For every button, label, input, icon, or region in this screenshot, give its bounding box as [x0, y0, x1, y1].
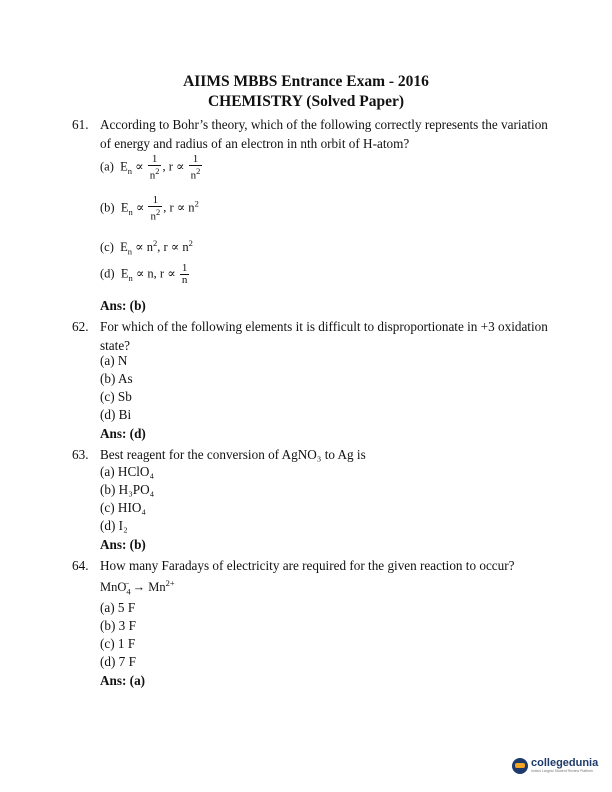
q63-option-b: (b) H₃PO₄	[100, 482, 155, 497]
question-text: How many Faradays of electricity are required for the given reaction to occur?	[100, 558, 515, 573]
question-63	[72, 445, 552, 464]
q62-option-a: (a) N	[100, 353, 128, 368]
q61-option-c: (c) $E_n \propto n^2$, $r \propto n^2$	[100, 238, 193, 257]
page-subtitle: CHEMISTRY (Solved Paper)	[207, 93, 405, 110]
q64-option-d: (d) 7 F	[100, 654, 136, 669]
q63-option-d: (d) I₂	[100, 518, 128, 533]
question-61	[72, 115, 552, 153]
q63-answer: Ans: (b)	[100, 537, 146, 552]
q64-option-b: (b) 3 F	[100, 618, 136, 633]
brand-logo	[512, 758, 598, 774]
q64-reaction: $MnO_4^- \to Mn^{2+}$	[100, 578, 175, 597]
brand-name: collegedunia	[531, 757, 599, 769]
mascot-icon	[512, 758, 528, 774]
q62-option-c: (c) Sb	[100, 389, 132, 404]
q61-option-d: (d) $E_n \propto n$, r ∝ $\frac{1}{n}$	[100, 262, 188, 286]
question-number: 61.	[72, 117, 89, 132]
q62-answer: Ans: (d)	[100, 426, 146, 441]
q62-option-d: (d) Bi	[100, 407, 132, 422]
question-64	[72, 556, 552, 575]
q64-option-c: (c) 1 F	[100, 636, 136, 651]
question-62	[72, 317, 552, 355]
question-text: For which of the following elements it is difficult to disproportionate in +3 oxidation state?	[100, 319, 548, 353]
q64-option-a: (a) 5 F	[100, 600, 136, 615]
q62-option-b: (b) As	[100, 371, 133, 386]
question-text: Best reagent for the conversion of AgNO₃ to Ag is	[100, 447, 366, 462]
page-title: AIIMS MBBS Entrance Exam - 2016	[183, 73, 429, 90]
question-number: 63.	[72, 447, 89, 462]
q63-option-a: (a) HClO₄	[100, 464, 155, 479]
q63-option-c: (c) HIO₄	[100, 500, 146, 515]
question-number: 64.	[72, 558, 89, 573]
question-number: 62.	[72, 319, 89, 334]
q61-answer: Ans: (b)	[100, 298, 146, 313]
question-text: According to Bohr’s theory, which of the following correctly represents the variation of energy and radius of an electron in nth orbit of H-atom?	[100, 117, 548, 151]
q64-answer: Ans: (a)	[100, 673, 146, 688]
brand-tagline: India's Largest Student Review Platform	[531, 769, 594, 773]
q61-option-b: (b) $E_n$ ∝ $\frac{1}{n^2}$ , $r \propto n^2$	[100, 194, 199, 223]
q61-option-a: (a) $E_n$ ∝ $\frac{1}{n^2}$ , r ∝ $\frac{1}{n^2}$	[100, 153, 201, 182]
